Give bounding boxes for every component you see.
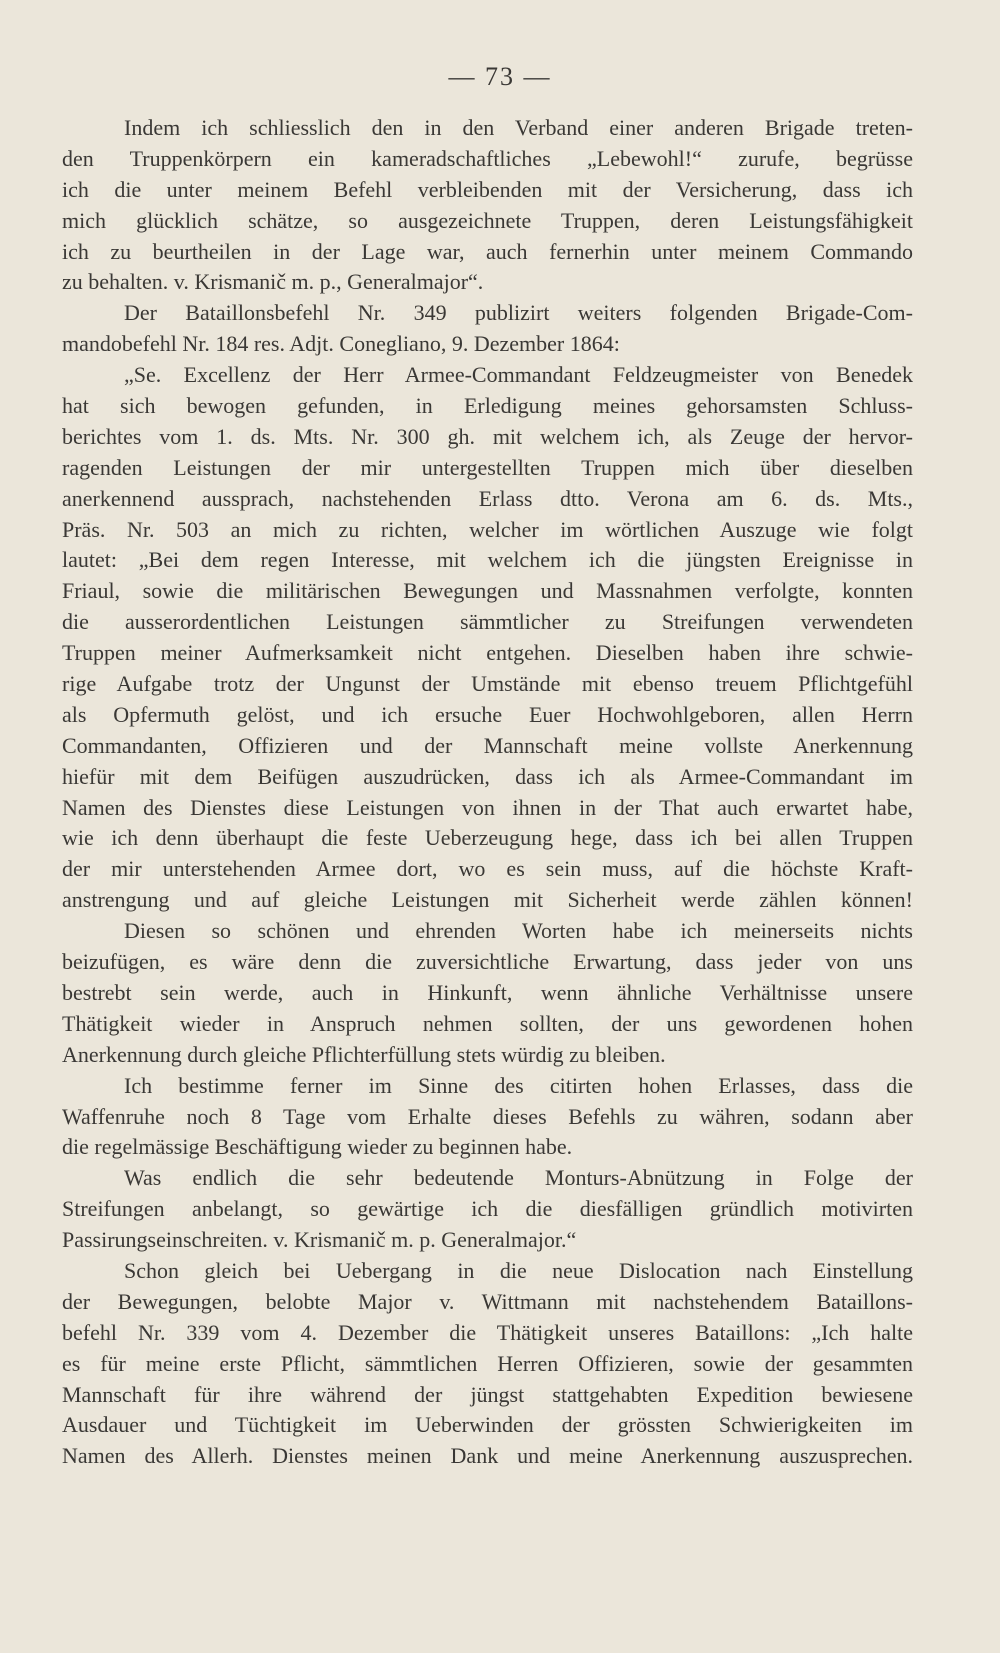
text-line: Thätigkeit wieder in Anspruch nehmen sollten, der uns gewordenen hohen — [62, 1010, 913, 1036]
page-number: — 73 — — [448, 62, 552, 91]
text-line: die ausserordentlichen Leistungen sämmtlicher zu Streifungen verwendeten — [62, 609, 913, 635]
text-line: mich glücklich schätze, so ausgezeichnete Truppen, deren Leistungsfähigkeit — [62, 207, 913, 233]
text-line: es für meine erste Pflicht, sämmtlichen Herren Offizieren, sowie der gesammten — [62, 1350, 913, 1376]
text-line: hat sich bewogen gefunden, in Erledigung meines gehorsamsten Schluss- — [62, 393, 913, 419]
text-line: Friaul, sowie die militärischen Bewegungen und Massnahmen verfolgte, konnten — [62, 578, 913, 604]
body-text — [62, 113, 913, 1472]
text-line: mandobefehl Nr. 184 res. Adjt. Conegliano, 9. Dezember 1864: — [62, 331, 620, 357]
text-line: Ich bestimme ferner im Sinne des citirten hohen Erlasses, dass die — [124, 1072, 913, 1098]
text-line: rige Aufgabe trotz der Ungunst der Umstände mit ebenso treuem Pflichtgefühl — [62, 671, 913, 697]
text-line: anerkennend aussprach, nachstehenden Erlass dtto. Verona am 6. ds. Mts., — [62, 485, 913, 511]
text-line: Was endlich die sehr bedeutende Monturs-Abnützung in Folge der — [124, 1165, 913, 1191]
text-line: Streifungen anbelangt, so gewärtige ich die diesfälligen gründlich motivirten — [62, 1196, 913, 1222]
text-line: der Bewegungen, belobte Major v. Wittmann mit nachstehendem Bataillons- — [62, 1288, 913, 1314]
text-line: als Opfermuth gelöst, und ich ersuche Euer Hochwohlgeboren, allen Herrn — [62, 701, 913, 727]
text-line: Präs. Nr. 503 an mich zu richten, welcher im wörtlichen Auszuge wie folgt — [62, 516, 913, 542]
text-line: wie ich denn überhaupt die feste Ueberzeugung hege, dass ich bei allen Truppen — [62, 825, 913, 851]
text-line: „Se. Excellenz der Herr Armee-Commandant Feldzeugmeister von Benedek — [124, 362, 913, 388]
text-line: Namen des Allerh. Dienstes meinen Dank und meine Anerkennung auszusprechen. — [62, 1443, 913, 1469]
text-line: hiefür mit dem Beifügen auszudrücken, dass ich als Armee-Commandant im — [62, 763, 913, 789]
text-line: befehl Nr. 339 vom 4. Dezember die Thätigkeit unseres Bataillons: „Ich halte — [62, 1319, 913, 1345]
text-line: beizufügen, es wäre denn die zuversichtliche Erwartung, dass jeder von uns — [62, 949, 913, 975]
text-line: Passirungseinschreiten. v. Krismanič m. p. Generalmajor.“ — [62, 1227, 577, 1253]
text-line: anstrengung und auf gleiche Leistungen mit Sicherheit werde zählen können! — [62, 887, 913, 913]
text-line: ich die unter meinem Befehl verbleibenden mit der Versicherung, dass ich — [62, 176, 913, 202]
text-line: Der Bataillonsbefehl Nr. 349 publizirt weiters folgenden Brigade-Com- — [124, 300, 913, 326]
text-line: Truppen meiner Aufmerksamkeit nicht entgehen. Dieselben haben ihre schwie- — [62, 640, 913, 666]
text-line: bestrebt sein werde, auch in Hinkunft, wenn ähnliche Verhältnisse unsere — [62, 979, 913, 1005]
text-line: der mir unterstehenden Armee dort, wo es sein muss, auf die höchste Kraft- — [62, 856, 913, 882]
text-line: Schon gleich bei Uebergang in die neue Dislocation nach Einstellung — [124, 1257, 913, 1283]
text-line: den Truppenkörpern ein kameradschaftliches „Lebewohl!“ zurufe, begrüsse — [62, 145, 913, 171]
text-line: lautet: „Bei dem regen Interesse, mit welchem ich die jüngsten Ereignisse in — [62, 547, 913, 573]
text-line: Diesen so schönen und ehrenden Worten habe ich meinerseits nichts — [124, 918, 913, 944]
text-line: Indem ich schliesslich den in den Verband einer anderen Brigade treten- — [124, 115, 913, 140]
text-line: Waffenruhe noch 8 Tage vom Erhalte dieses Befehls zu währen, sodann aber — [62, 1103, 913, 1129]
text-line: Mannschaft für ihre während der jüngst stattgehabten Expedition bewiesene — [62, 1381, 913, 1407]
text-line: ragenden Leistungen der mir untergestellten Truppen mich über dieselben — [62, 454, 913, 480]
text-line: die regelmässige Beschäftigung wieder zu beginnen habe. — [62, 1134, 573, 1160]
text-line: Ausdauer und Tüchtigkeit im Ueberwinden der grössten Schwierigkeiten im — [62, 1412, 913, 1438]
text-line: zu behalten. v. Krismanič m. p., Generalmajor“. — [62, 269, 484, 295]
text-line: Anerkennung durch gleiche Pflichterfüllung stets würdig zu bleiben. — [62, 1041, 666, 1067]
text-line: Namen des Dienstes diese Leistungen von ihnen in der That auch erwartet habe, — [62, 794, 913, 820]
text-line: berichtes vom 1. ds. Mts. Nr. 300 gh. mit welchem ich, als Zeuge der hervor- — [62, 423, 913, 449]
text-line: ich zu beurtheilen in der Lage war, auch fernerhin unter meinem Commando — [62, 238, 913, 264]
text-line: Commandanten, Offizieren und der Mannschaft meine vollste Anerkennung — [62, 732, 913, 758]
